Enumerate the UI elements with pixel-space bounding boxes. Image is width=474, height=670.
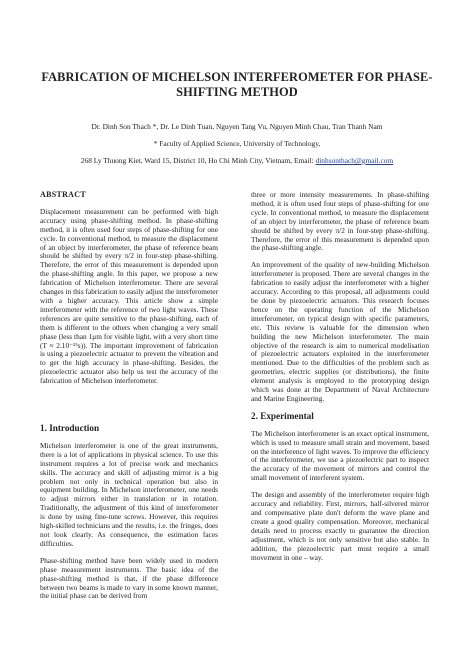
right-column <box>251 191 429 570</box>
experimental-heading: 2. Experimental <box>251 410 314 421</box>
experimental-paragraph-2: The design and assembly of the interferometer require high accuracy and reliability. First, mirrors, half-silvered mirror and compensative plate don't deform the wave plane and create a good quality compensation. Moreover, mechanical details need to process exactly to guarantee the direction adjustment, which is not only sensitive but also stable. In addition, the piezoelectric part must require a small movement in one – way. <box>251 490 429 562</box>
author-list: Dr. Dinh Son Thach *, Dr. Le Dinh Tuan, Nguyen Tang Vu, Nguyen Minh Chau, Tran Thanh Nam <box>91 122 383 131</box>
address-line <box>20 156 454 166</box>
abstract-text: Displacement measurement can be performed with high accuracy using phase-shifting method. In phase-shifting method, it is often used four steps of phase-shifting for one cycle. In conventional method, to measure the displacement of an object by interferometer, the phase of reference beam should be shifted by every π/2 in four-step phase-shifting. Therefore, the error of this measurement is depended upon the phase-shifting angle. In this paper, we propose a new fabrication of Michelson interferometer. There are several changes in this fabrication to easily adjust the interferometer with a higher accuracy. This article show a simple interferometer with the reference of two light waves. These references are quite sensitive to the phase-shifting, each of them is different to the others when changing a very small phase (less than 1μm for visible light, with a very short time (T ≈ 2.10⁻¹⁵s)). The important improvement of fabrication is using a piezoelectric actuator to prevent the vibration and to get the high accuracy in phase-shifting. Besides, the piezoelectric actuator also help us test the accuracy of the fabrication of Michelson interferometer. <box>40 206 218 386</box>
introduction-heading: 1. Introduction <box>40 423 100 434</box>
paper-title: FABRICATION OF MICHELSON INTERFEROMETER FOR PHASE-SHIFTING METHOD <box>41 70 433 99</box>
experimental-paragraph-1: The Michelson interferometer is an exact optical instrument, which is used to measure small strain and movement, based on the interference of light waves. To improve the efficiency of the interferometer, we use a piezoelectric part to inspect the accuracy of the movement of mirrors and control the small movement of interferent system. <box>251 428 429 483</box>
right-paragraph-2: An improvement of the quality of new-building Michelson interferometer is proposed. There are several changes in the fabrication to easily adjust the interferometer with a higher accuracy. According to this proposal, all adjustments could be done by piezoelectric actuators. This research focuses hence on the operating function of the Michelson interferometer, on typical design with specific parameters, etc. This review is valuable for the dimension when building the new Michelson interferometer. The main objective of the research is aim to numerical modelisation of piezoelectric actuators exploited in the interferometer mentioned. Due to the difficulties of the problem such as geometries, electric supplies (or distributions), the finite element analysis is employed to the prototyping design which was done at the Department of Naval Architecture and Marine Engineering. <box>251 260 429 403</box>
affiliation: * Faculty of Applied Science, University of Technology, <box>153 139 321 148</box>
email-link[interactable]: dinhsonthach@gmail.com <box>315 156 394 165</box>
introduction-paragraph-1: Michelson interferometer is one of the great instruments, there is a lot of applications in physical science. To use this instrument requires a lot of precise work and mechanics skills. The accuracy and skill of adjusting mirror is a big problem not only in technical operation but also in equipment building. In Michelson interferometer, one needs to adjust mirrors either in translation or in rotation. Traditionally, the adjustment of this kind of interferometer is done by using fine-tune screws. However, this requires high-skilled technicians and the results, i.e. the fringes, does not look clearly. As consequence, the estimation faces difficulties. <box>40 440 218 548</box>
address-text: 268 Ly Thuong Kiet, Ward 15, District 10, Ho Chi Minh City, Vietnam, Email: <box>80 156 316 165</box>
right-paragraph-1: three or more intensity measurements. In phase-shifting method, it is often used four steps of phase-shifting for one cycle. In conventional method, to measure the displacement of an object by interferometer, the phase of reference beam should be shifted by every π/2 in four-step phase-shifting. Therefore, the error of this measurement is depended upon the phase-shifting angle. <box>251 190 429 253</box>
abstract-heading: ABSTRACT <box>40 190 86 199</box>
introduction-paragraph-2: Phase-shifting method have been widely used in modern phase measurement instruments. The basic idea of the phase-shifting method is that, if the phase difference between two beams is made to vary in some known manner, the initial phase can be derived from <box>40 555 218 601</box>
left-column <box>40 191 218 609</box>
